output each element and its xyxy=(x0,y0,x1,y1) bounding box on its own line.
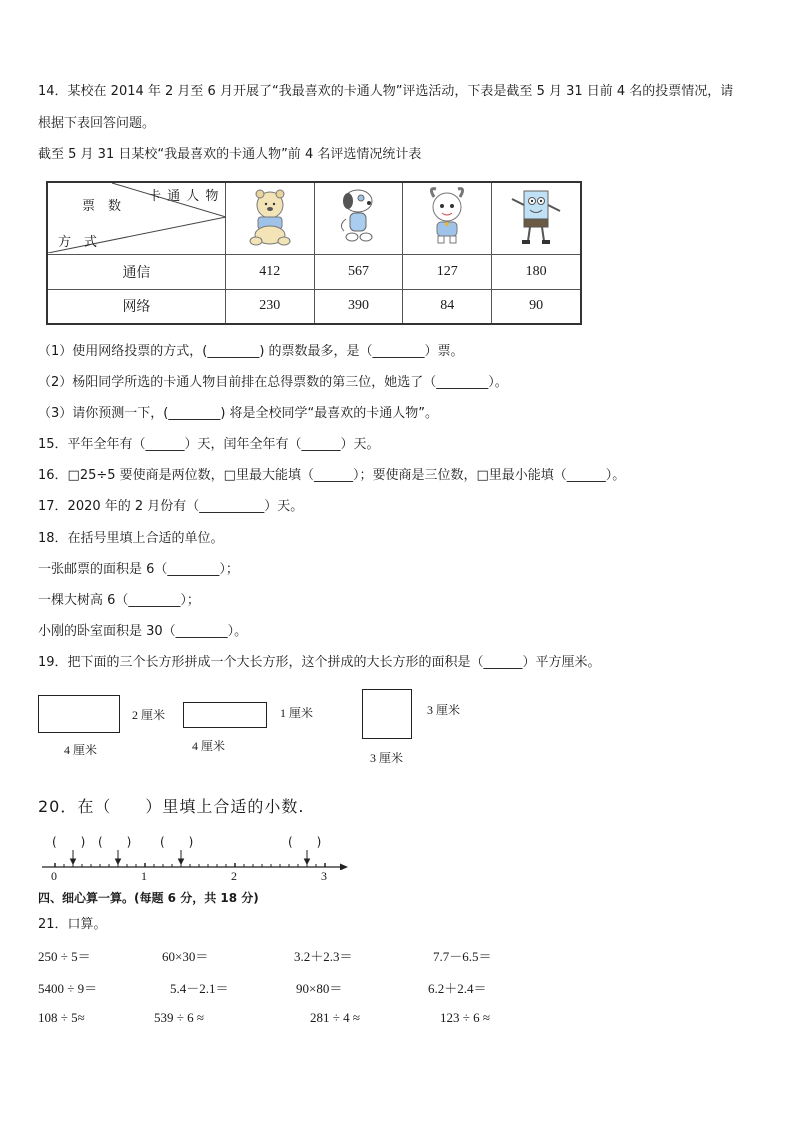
rect2-height-label: 1 厘米 xyxy=(280,706,314,720)
calc-item: 108 ÷ 5≈ xyxy=(38,1010,85,1025)
q14-sub3: （3）请你预测一下，(________) 将是全校同学“最喜欢的卡通人物”。 xyxy=(38,406,439,421)
number-line xyxy=(40,848,350,870)
q14-intro-line2: 根据下表回答问题。 xyxy=(38,116,156,131)
q14-table-title: 截至 5 月 31 日某校“我最喜欢的卡通人物”前 4 名评选情况统计表 xyxy=(38,147,422,162)
table-cell: 390 xyxy=(314,289,403,324)
bear-character-cell xyxy=(225,182,314,254)
calc-item: 3.2＋2.3＝ xyxy=(294,949,353,964)
q18-item: 一棵大树高 6（________）； xyxy=(38,593,200,608)
tick-label: 2 xyxy=(231,869,237,883)
q20-text: 20．在（ ）里填上合适的小数. xyxy=(38,797,305,816)
table-cell: 230 xyxy=(225,289,314,324)
row-method: 通信 xyxy=(47,254,225,289)
header-middle: 票 数 xyxy=(82,199,122,214)
tick-label: 0 xyxy=(51,869,57,883)
row-method: 网络 xyxy=(47,289,225,324)
vote-table xyxy=(46,181,582,325)
calc-item: 7.7－6.5＝ xyxy=(433,949,492,964)
calc-item: 123 ÷ 6 ≈ xyxy=(440,1010,491,1025)
table-cell: 90 xyxy=(492,289,581,324)
q17: 17．2020 年的 2 月份有（__________）天。 xyxy=(38,499,304,514)
q14-sub1: （1）使用网络投票的方式，(________) 的票数最多，是（________）票。 xyxy=(38,344,464,359)
number-line-blank: ( ) xyxy=(288,835,322,849)
q18-title: 18．在括号里填上合适的单位。 xyxy=(38,531,224,546)
table-row xyxy=(47,254,581,289)
calc-item: 90×80＝ xyxy=(296,981,343,996)
calc-item: 539 ÷ 6 ≈ xyxy=(154,1010,205,1025)
dog-character-icon xyxy=(334,185,384,247)
number-line-blank: ( ) xyxy=(52,835,86,849)
table-cell: 84 xyxy=(403,289,492,324)
section4-title: 四、细心算一算。(每题 6 分，共 18 分) xyxy=(38,891,259,905)
q14-sub2: （2）杨阳同学所选的卡通人物目前排在总得票数的第三位，她选了（________）。 xyxy=(38,375,508,390)
q18-item: 一张邮票的面积是 6（________）； xyxy=(38,562,239,577)
calc-item: 60×30＝ xyxy=(162,949,209,964)
q15: 15．平年全年有（______）天，闰年全年有（______）天。 xyxy=(38,437,380,452)
calc-item: 5400 ÷ 9＝ xyxy=(38,981,98,996)
rect1-height-label: 2 厘米 xyxy=(132,708,166,722)
q19-text: 19．把下面的三个长方形拼成一个大长方形，这个拼成的大长方形的面积是（______）平方厘米。 xyxy=(38,655,601,670)
table-header-corner xyxy=(47,182,225,254)
table-row xyxy=(47,289,581,324)
table-cell: 180 xyxy=(492,254,581,289)
rect1-width-label: 4 厘米 xyxy=(64,743,98,757)
rectangle-3 xyxy=(362,689,412,739)
tick-label: 3 xyxy=(321,869,327,883)
table-cell: 412 xyxy=(225,254,314,289)
goat-character-icon xyxy=(422,185,472,247)
number-line-blank: ( ) xyxy=(160,835,194,849)
rectangle-1 xyxy=(38,695,120,733)
q14-intro-line1: 14．某校在 2014 年 2 月至 6 月开展了“我最喜欢的卡通人物”评选活动，下表是截至 5 月 31 日前 4 名的投票情况，请 xyxy=(38,84,734,99)
q21-title: 21．口算。 xyxy=(38,917,107,932)
tick-label: 1 xyxy=(141,869,147,883)
calc-item: 6.2＋2.4＝ xyxy=(428,981,487,996)
rect3-height-label: 3 厘米 xyxy=(427,703,461,717)
rectangle-2 xyxy=(183,702,267,728)
table-cell: 127 xyxy=(403,254,492,289)
rect3-width-label: 3 厘米 xyxy=(370,751,404,765)
calc-item: 250 ÷ 5＝ xyxy=(38,949,91,964)
header-top-right: 卡 通 人 物 xyxy=(148,189,220,204)
calc-item: 281 ÷ 4 ≈ xyxy=(310,1010,361,1025)
table-cell: 567 xyxy=(314,254,403,289)
bear-character-icon xyxy=(240,185,300,247)
q16: 16．□25÷5 要使商是两位数，□里最大能填（______）；要使商是三位数，□里最小能填（______）。 xyxy=(38,468,626,483)
number-line-blank: ( ) xyxy=(98,835,132,849)
q18-item: 小刚的卧室面积是 30（________）。 xyxy=(38,624,248,639)
goat-character-cell xyxy=(403,182,492,254)
sponge-character-icon xyxy=(506,185,566,247)
dog-character-cell xyxy=(314,182,403,254)
sponge-character-cell xyxy=(492,182,581,254)
calc-item: 5.4－2.1＝ xyxy=(170,981,229,996)
rect2-width-label: 4 厘米 xyxy=(192,739,226,753)
header-bottom-left: 方 式 xyxy=(58,235,98,250)
